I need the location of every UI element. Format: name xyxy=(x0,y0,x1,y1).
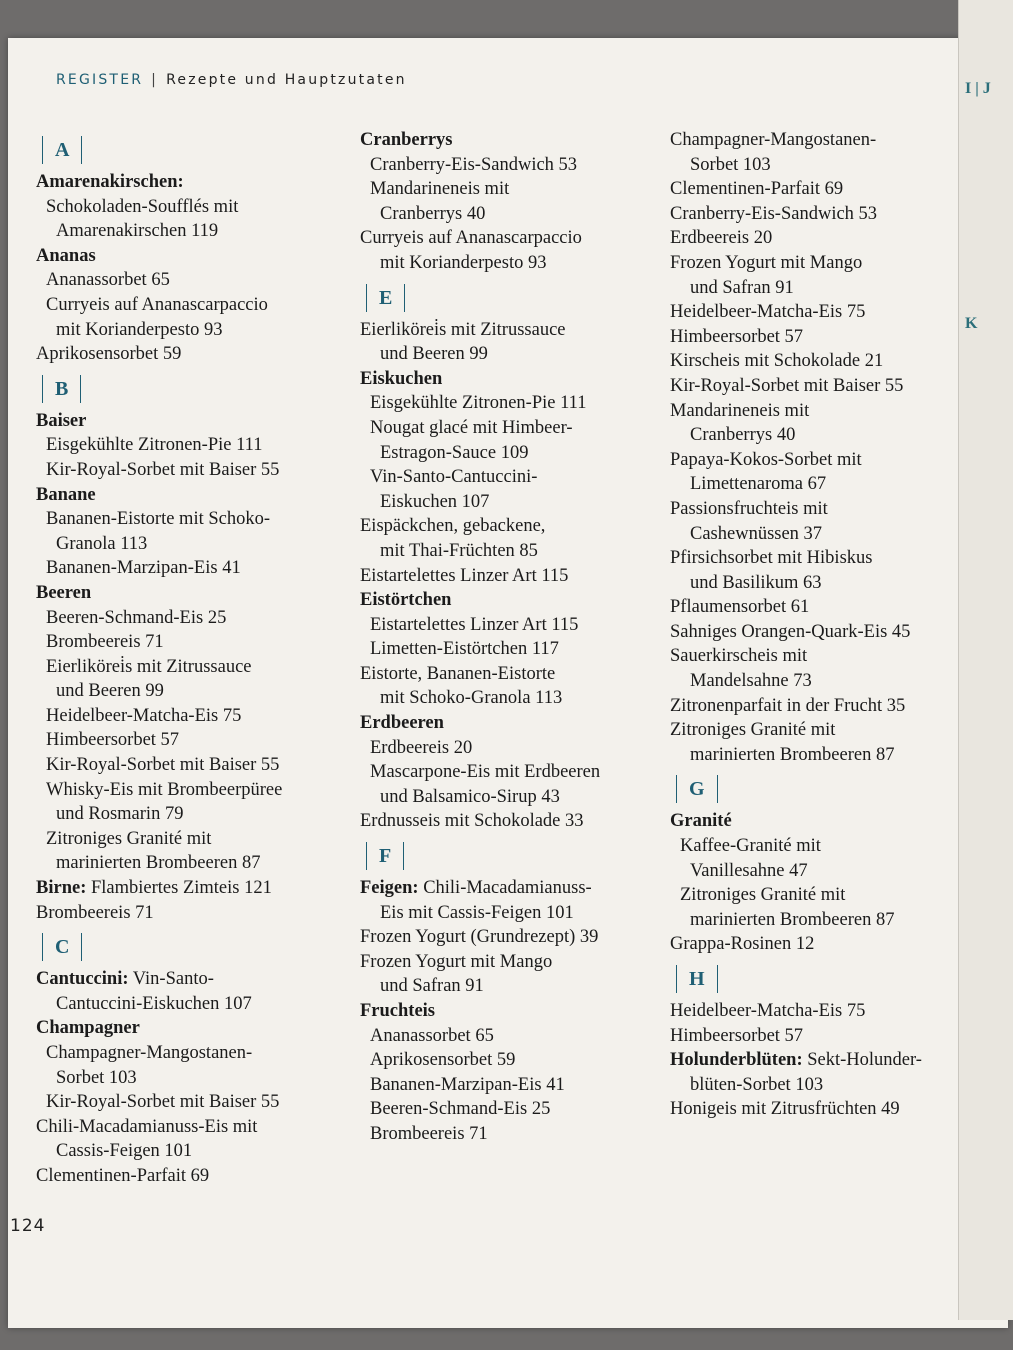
index-entry: Mandarineneis mit xyxy=(670,400,810,421)
index-entry-continuation: Amarenakirschen 119 xyxy=(56,221,219,242)
index-entry: Frozen Yogurt (Grundrezept) 39 xyxy=(360,927,599,948)
index-entry: Zitroniges Granité mit xyxy=(46,828,212,849)
index-entry: Erdnusseis mit Schokolade 33 xyxy=(360,811,584,832)
index-entry: Limetten-Eistörtchen 117 xyxy=(370,639,559,660)
section-letter-row xyxy=(36,925,336,967)
index-entry xyxy=(36,876,336,901)
index-entry: Pflaumensorbet 61 xyxy=(670,597,810,618)
index-column-3 xyxy=(670,128,970,1122)
index-entry-continuation: Sorbet 103 xyxy=(56,1067,137,1088)
index-entry: Zitronenparfait in der Frucht 35 xyxy=(670,695,906,716)
section-letter-row xyxy=(36,367,336,409)
index-entry: Kaffee-Granité mit xyxy=(680,836,821,857)
index-entry-continuation: mit Schoko-Granola 113 xyxy=(380,688,563,709)
index-entry: Heidelbeer-Matcha-Eis 75 xyxy=(46,705,242,726)
header-section: REGISTER xyxy=(56,72,144,88)
index-entry: Eistorte, Bananen-Eistorte xyxy=(360,663,556,684)
edge-letter-ij: I | J xyxy=(965,80,991,97)
section-letter-row xyxy=(360,276,660,318)
index-entry xyxy=(360,876,660,901)
index-entry: Beeren-Schmand-Eis 25 xyxy=(46,607,227,628)
section-letter: H xyxy=(676,965,718,993)
index-entry: Eistartelettes Linzer Art 115 xyxy=(360,565,569,586)
index-entry: Ananassorbet 65 xyxy=(370,1025,494,1046)
index-entry-continuation: und Beeren 99 xyxy=(380,344,488,365)
index-entry: Passionsfruchteis mit xyxy=(670,498,828,519)
next-page-edge xyxy=(958,0,1013,1320)
index-entry: Eistartelettes Linzer Art 115 xyxy=(370,614,579,635)
index-keyword: Holunderblüten: xyxy=(670,1050,803,1071)
index-entry-continuation: und Balsamico-Sirup 43 xyxy=(380,786,560,807)
index-entry: Frozen Yogurt mit Mango xyxy=(360,951,553,972)
index-entry-continuation: Eis mit Cassis-Feigen 101 xyxy=(380,902,574,923)
index-entry: Aprikosensorbet 59 xyxy=(36,344,182,365)
index-entry: Mandarineneis mit xyxy=(370,179,510,200)
edge-letter-k: K xyxy=(965,315,978,332)
index-entry: Chili-Macadamianuss-Eis mit xyxy=(36,1116,258,1137)
index-entry-continuation: Vanillesahne 47 xyxy=(690,860,808,881)
index-entry-continuation: marinierten Brombeeren 87 xyxy=(690,909,895,930)
index-entry: Kirscheis mit Schokolade 21 xyxy=(670,351,884,372)
index-entry xyxy=(670,1048,970,1073)
index-entry: Schokoladen-Soufflés mit xyxy=(46,196,239,217)
index-entry: Erdbeereis 20 xyxy=(370,737,473,758)
index-entry: Eispäckchen, gebackene, xyxy=(360,516,546,537)
index-entry: Kir-Royal-Sorbet mit Baiser 55 xyxy=(670,375,904,396)
index-entry-continuation: und Basilikum 63 xyxy=(690,572,822,593)
register-page xyxy=(8,38,1008,1328)
index-column-2 xyxy=(360,128,660,1147)
index-keyword: Cantuccini: xyxy=(36,969,129,990)
index-entry-continuation: blüten-Sorbet 103 xyxy=(690,1074,824,1095)
section-letter-row xyxy=(670,767,970,809)
index-entry-continuation: Cantuccini-Eiskuchen 107 xyxy=(56,993,252,1014)
section-letter: B xyxy=(42,375,81,403)
header-separator: | xyxy=(151,72,159,88)
index-entry: Cranberry-Eis-Sandwich 53 xyxy=(670,203,878,224)
index-entry: Kir-Royal-Sorbet mit Baiser 55 xyxy=(46,755,280,776)
index-entry-continuation: Mandelsahne 73 xyxy=(690,671,812,692)
index-entry: Sahniges Orangen-Quark-Eis 45 xyxy=(670,621,911,642)
index-entry: Papaya-Kokos-Sorbet mit xyxy=(670,449,862,470)
section-letter-row xyxy=(36,128,336,170)
index-entry: Vin-Santo-Cantuccini- xyxy=(370,467,538,488)
index-entry: Beeren-Schmand-Eis 25 xyxy=(370,1099,551,1120)
index-entry: Nougat glacé mit Himbeer- xyxy=(370,417,573,438)
index-entry: Zitroniges Granité mit xyxy=(670,720,836,741)
index-entry: Eisgekühlte Zitronen-Pie 111 xyxy=(370,393,587,414)
index-entry: Whisky-Eis mit Brombeerpüree xyxy=(46,779,283,800)
index-entry: Bananen-Marzipan-Eis 41 xyxy=(46,558,241,579)
index-entry-text: Chili-Macadamianuss- xyxy=(418,878,592,899)
index-entry-continuation: Limettenaroma 67 xyxy=(690,474,827,495)
index-entry-continuation: mit Korianderpesto 93 xyxy=(380,252,547,273)
index-entry xyxy=(36,967,336,992)
index-entry-continuation: Estragon-Sauce 109 xyxy=(380,442,529,463)
index-entry: Brombeereis 71 xyxy=(370,1123,488,1144)
index-heading: Eistörtchen xyxy=(360,590,452,611)
index-heading: Beeren xyxy=(36,582,92,603)
index-entry: Frozen Yogurt mit Mango xyxy=(670,252,863,273)
index-entry: Himbeersorbet 57 xyxy=(670,1025,804,1046)
index-heading: Baiser xyxy=(36,410,87,431)
index-keyword: Feigen: xyxy=(360,878,419,899)
index-entry: Heidelbeer-Matcha-Eis 75 xyxy=(670,1001,866,1021)
section-letter: G xyxy=(676,775,718,803)
index-entry-continuation: und Safran 91 xyxy=(380,976,484,997)
index-entry: Mascarpone-Eis mit Erdbeeren xyxy=(370,762,601,783)
index-entry-continuation: und Safran 91 xyxy=(690,277,794,298)
index-entry-continuation: und Beeren 99 xyxy=(56,681,164,702)
index-entry: Grappa-Rosinen 12 xyxy=(670,934,815,955)
section-letter-row xyxy=(360,834,660,876)
index-heading: Eiskuchen xyxy=(360,368,443,389)
section-letter: A xyxy=(42,136,82,164)
index-entry: Himbeersorbet 57 xyxy=(46,730,180,751)
index-entry: Heidelbeer-Matcha-Eis 75 xyxy=(670,302,866,323)
index-entry-continuation: Sorbet 103 xyxy=(690,154,771,175)
index-entry: Cranberry-Eis-Sandwich 53 xyxy=(370,154,578,175)
index-entry: Curryeis auf Ananascarpaccio xyxy=(46,294,268,315)
section-letter: C xyxy=(42,933,82,961)
index-entry-continuation: Cassis-Feigen 101 xyxy=(56,1141,193,1162)
index-entry-text: Vin-Santo- xyxy=(128,969,214,990)
index-entry: Bananen-Eistorte mit Schoko- xyxy=(46,509,271,530)
index-entry-continuation: mit Korianderpesto 93 xyxy=(56,319,223,340)
section-letter: F xyxy=(366,842,404,870)
index-entry: Clementinen-Parfait 69 xyxy=(670,179,844,200)
index-entry: Eierlikörei̇s mit Zitrussauce xyxy=(360,319,566,340)
index-entry: Champagner-Mangostanen- xyxy=(46,1043,253,1063)
index-heading: Amarenakirschen: xyxy=(36,172,184,192)
index-entry-continuation: Cashewnüssen 37 xyxy=(690,523,823,544)
header-title: Rezepte und Hauptzutaten xyxy=(166,72,407,88)
index-entry: Honigeis mit Zitrusfrüchten 49 xyxy=(670,1099,900,1120)
index-heading: Granité xyxy=(670,811,732,832)
index-entry-continuation: Granola 113 xyxy=(56,533,148,554)
index-entry-continuation: marinierten Brombeeren 87 xyxy=(690,744,895,765)
index-heading: Banane xyxy=(36,484,96,505)
index-heading: Champagner xyxy=(36,1018,140,1039)
index-entry: Brombeereis 71 xyxy=(46,632,164,653)
index-entry: Erdbeereis 20 xyxy=(670,228,773,249)
index-entry: Kir-Royal-Sorbet mit Baiser 55 xyxy=(46,459,280,480)
section-letter: E xyxy=(366,284,405,312)
index-entry: Bananen-Marzipan-Eis 41 xyxy=(370,1074,565,1095)
index-entry-continuation: und Rosmarin 79 xyxy=(56,804,184,825)
index-heading: Erdbeeren xyxy=(360,713,444,734)
index-entry-text: Flambiertes Zimteis 121 xyxy=(86,878,272,899)
index-heading: Cranberrys xyxy=(360,130,453,150)
index-entry: Aprikosensorbet 59 xyxy=(370,1050,516,1071)
index-entry-continuation: mit Thai-Früchten 85 xyxy=(380,540,538,561)
index-entry: Himbeersorbet 57 xyxy=(670,326,804,347)
index-column-1 xyxy=(36,128,336,1189)
index-entry-continuation: marinierten Brombeeren 87 xyxy=(56,853,261,874)
index-entry-continuation: Cranberrys 40 xyxy=(690,425,796,446)
index-entry: Champagner-Mangostanen- xyxy=(670,130,877,150)
index-entry: Curryeis auf Ananascarpaccio xyxy=(360,228,582,249)
page-number: 124 xyxy=(10,1216,46,1236)
index-entry-continuation: Cranberrys 40 xyxy=(380,203,486,224)
index-heading: Ananas xyxy=(36,245,96,266)
section-letter-row xyxy=(670,957,970,999)
index-entry: Eierlikörei̇s mit Zitrussauce xyxy=(46,656,252,677)
index-entry: Sauerkirscheis mit xyxy=(670,646,808,667)
index-entry: Clementinen-Parfait 69 xyxy=(36,1165,210,1186)
index-entry-continuation: Eiskuchen 107 xyxy=(380,491,490,512)
index-keyword: Birne: xyxy=(36,878,87,899)
index-entry: Kir-Royal-Sorbet mit Baiser 55 xyxy=(46,1092,280,1113)
index-heading: Fruchteis xyxy=(360,1001,436,1021)
index-entry: Ananassorbet 65 xyxy=(46,270,170,291)
index-entry: Eisgekühlte Zitronen-Pie 111 xyxy=(46,435,263,456)
index-entry: Brombeereis 71 xyxy=(36,902,154,923)
index-entry: Pfirsichsorbet mit Hibiskus xyxy=(670,548,873,569)
running-header xyxy=(56,72,407,88)
index-entry-text: Sekt-Holunder- xyxy=(802,1050,922,1071)
index-entry: Zitroniges Granité mit xyxy=(680,885,846,906)
